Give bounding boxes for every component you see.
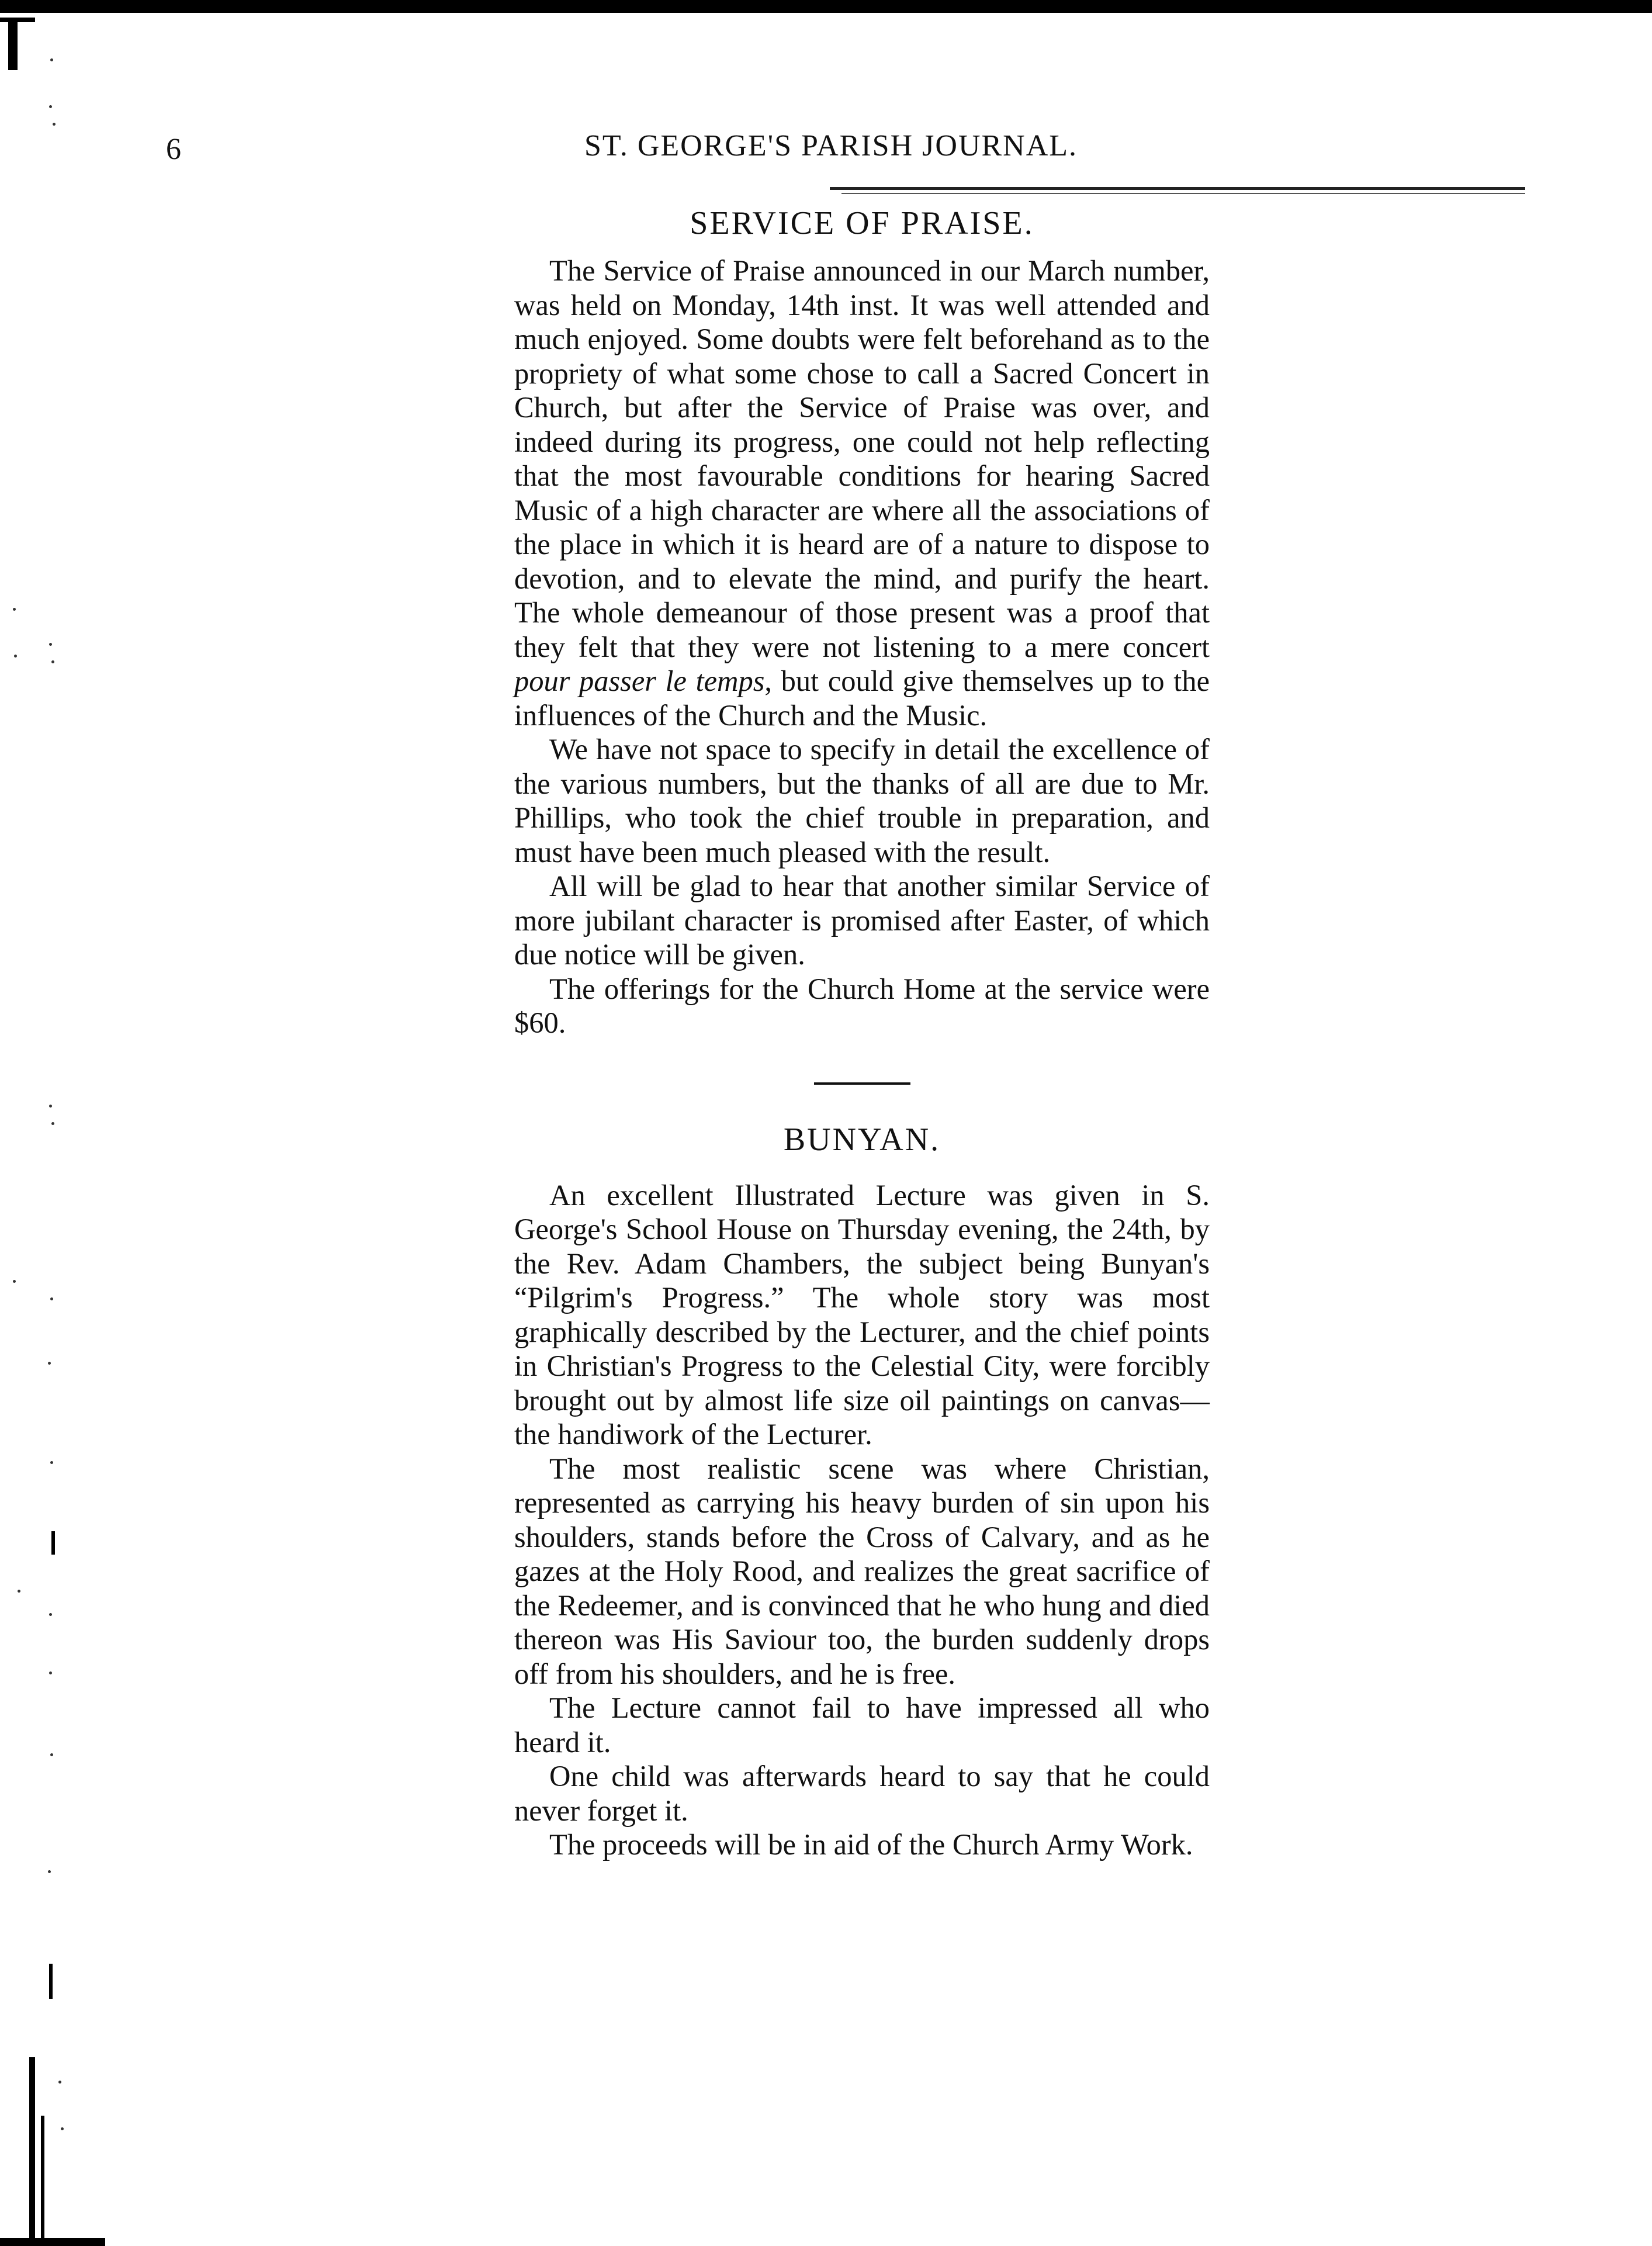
paragraph: One child was afterwards heard to say that he could never forget it. <box>514 1760 1210 1827</box>
head-rule <box>830 187 1525 190</box>
paragraph: The offerings for the Church Home at the service were $60. <box>514 972 1210 1039</box>
paragraph: The most realistic scene was where Christian, represented as carrying his heavy burden of sin upon his shoulders, stands before the Cross of Calvary, and as he gazes at the Holy Rood, and realizes the great sacrifice of the Redeemer, and is convinced that he who hung and died thereon was His Saviour too, the burden suddenly drops off from his shoulders, and he is free. <box>514 1452 1210 1690</box>
section-divider <box>814 1082 910 1085</box>
paragraph: An excellent Illustrated Lecture was given in S. George's School House on Thursday evening, the 24th, by the Rev. Adam Chambers, the subject being Bunyan's “Pilgrim's Progress.” The whole story was most graphically described by the Lecturer, and the chief points in Christian's Progress to the Celestial City, were forcibly brought out by almost life size oil paintings on canvas—the handiwork of the Lecturer. <box>514 1178 1210 1451</box>
journal-title: ST. GEORGE'S PARISH JOURNAL. <box>584 129 1078 162</box>
scan-left-margin-specks <box>0 0 88 2246</box>
paragraph: The Lecture cannot fail to have impressed all who heard it. <box>514 1691 1210 1759</box>
scan-bottom-border <box>0 2238 1652 2246</box>
paragraph: All will be glad to hear that another similar Service of more jubilant character is promised after Easter, of which due notice will be given. <box>514 870 1210 971</box>
running-head <box>0 129 1652 175</box>
paragraph: The Service of Praise announced in our March number, was held on Monday, 14th inst. It was well attended and much enjoyed. Some doubts were felt beforehand as to the propriety of what some chose to call a Sacred Concert in Church, but after the Service of Praise was over, and indeed during its progress, one could not help reflecting that the most favourable conditions for hearing Sacred Music of a high character are where all the associations of the place in which it is heard are of a nature to dispose to devotion, and to elevate the mind, and purify the heart. The whole demeanour of those present was a proof that they felt that they were not listening to a mere concert pour passer le temps, but could give themselves up to the influences of the Church and the Music. <box>514 254 1210 732</box>
paragraph: The proceeds will be in aid of the Church Army Work. <box>549 1828 1193 1861</box>
article-column <box>514 205 1210 1862</box>
section-title-bunyan: BUNYAN. <box>783 1121 941 1158</box>
scan-top-border <box>0 0 1652 13</box>
italic-phrase: pour passer le temps <box>514 665 765 697</box>
paragraph: We have not space to specify in detail the excellence of the various numbers, but the thanks of all are due to Mr. Phillips, who took the chief trouble in preparation, and must have been much pleased with the result. <box>514 733 1210 868</box>
head-rule-thin <box>841 193 1525 194</box>
page-number: 6 <box>166 133 181 166</box>
section-title-service-of-praise: SERVICE OF PRAISE. <box>690 205 1034 241</box>
